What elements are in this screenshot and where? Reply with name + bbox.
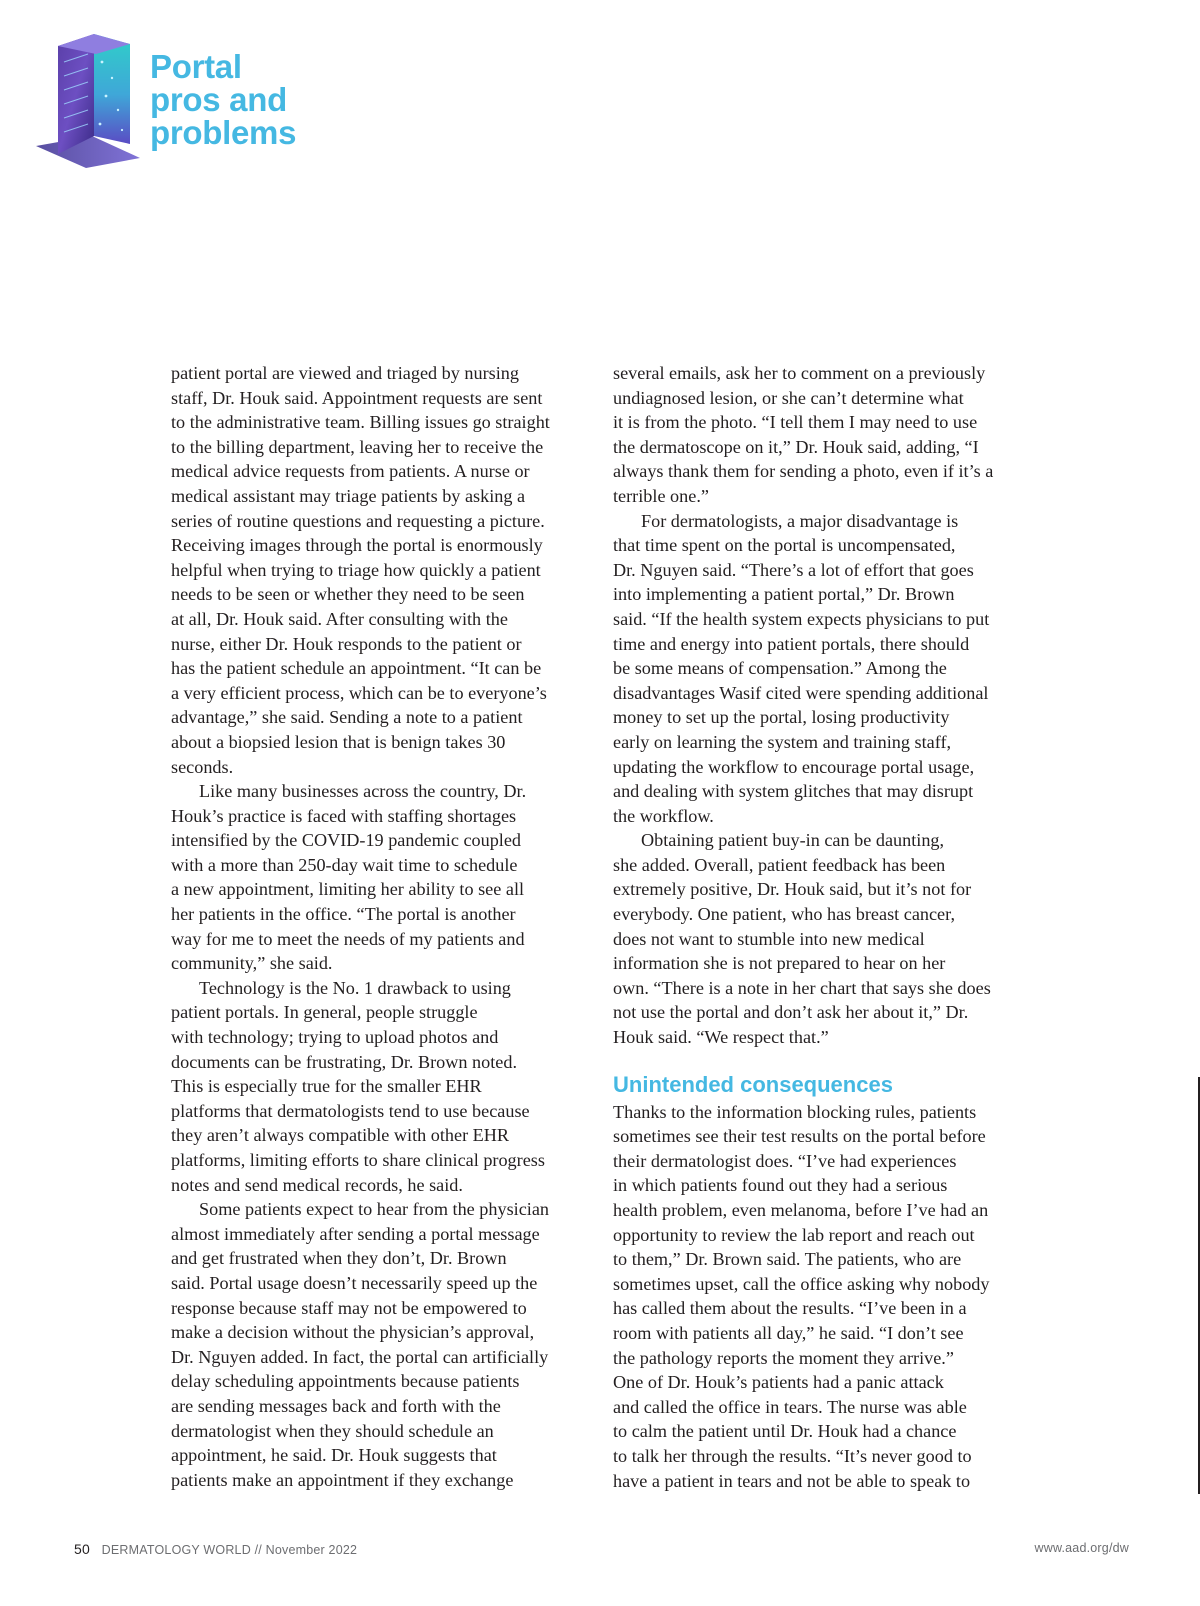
server-rack-icon [32, 32, 144, 168]
left-column [171, 361, 591, 1492]
right-column [613, 361, 1033, 1493]
section-title-line: pros and [150, 81, 287, 118]
publication-line: DERMATOLOGY WORLD // November 2022 [101, 1543, 358, 1557]
body-paragraph: patient portal are viewed and triaged by nursing staff, Dr. Houk said. Appointment requests are sent to the administrative team. Billing issues go straight to the billing department, leaving her to receive the medical advice requests from patients. A nurse or medical assistant may triage patients by asking a series of routine questions and requesting a picture. Receiving images through the portal is enormously helpful when trying to triage how quickly a patient needs to be seen or whether they need to be seen at all, Dr. Houk said. After consulting with the nurse, either Dr. Houk responds to the patient or has the patient schedule an appointment. “It can be a very efficient process, which can be to everyone’s advantage,” she said. Sending a note to a patient about a biopsied lesion that is benign takes 30 seconds. [171, 363, 550, 777]
section-title-line: Portal [150, 48, 242, 85]
footer-url: www.aad.org/dw [1034, 1541, 1129, 1555]
body-paragraph: For dermatologists, a major disadvantage is that time spent on the portal is uncompensated, Dr. Nguyen said. “There’s a lot of effort that goes into implementing a patient portal,” Dr. Brown said. “If the health system expects physicians to put time and energy into patient portals, there should be some means of compensation.” Among the disadvantages Wasif cited were spending additional money to set up the portal, losing productivity early on learning the system and training staff, updating the workflow to encourage portal usage, and dealing with system glitches that may disrupt the workflow. [613, 510, 990, 826]
body-paragraph: Some patients expect to hear from the physician almost immediately after sending a portal message and get frustrated when they don’t, Dr. Brown said. Portal usage doesn’t necessarily speed up the response because staff may not be empowered to make a decision without the physician’s approval, Dr. Nguyen added. In fact, the portal can artificially delay scheduling appointments because patients are sending messages back and forth with the dermatologist when they should schedule an appointment, he said. Dr. Houk suggests that patients make an appointment if they exchange [171, 1199, 550, 1490]
section-title [150, 50, 296, 149]
section-title-line: problems [150, 114, 297, 151]
server-rack-icon-graphic [32, 32, 144, 168]
page-number: 50 [74, 1541, 90, 1557]
body-paragraph: several emails, ask her to comment on a previously undiagnosed lesion, or she can’t determine what it is from the photo. “I tell them I may need to use the dermatoscope on it,” Dr. Houk said, adding, “I always thank them for sending a photo, even if it’s a terrible one.” [613, 363, 994, 506]
subheading: Unintended consequences [613, 1071, 893, 1097]
body-paragraph: Thanks to the information blocking rules, patients sometimes see their test results on the portal before their dermatologist does. “I’ve had experiences in which patients found out they had a serious health problem, even melanoma, before I’ve had an opportunity to review the lab report and reach out to them,” Dr. Brown said. The patients, who are sometimes upset, call the office asking why nobody has called them about the results. “I’ve been in a room with patients all day,” he said. “I don’t see the pathology reports the moment they arrive.” One of Dr. Houk’s patients had a panic attack and called the office in tears. The nurse was able to calm the patient until Dr. Houk had a chance to talk her through the results. “It’s never good to have a patient in tears and not be able to speak to [613, 1101, 990, 1491]
footer-left [74, 1541, 357, 1557]
body-paragraph: Obtaining patient buy-in can be daunting, she added. Overall, patient feedback has been extremely positive, Dr. Houk said, but it’s not for everybody. One patient, who has breast cancer, does not want to stumble into new medical information she is not prepared to hear on her own. “There is a note in her chart that says she does not use the portal and don’t ask her about it,” Dr. Houk said. “We respect that.” [613, 830, 991, 1048]
body-paragraph: Technology is the No. 1 drawback to using patient portals. In general, people struggle with technology; trying to upload photos and documents can be frustrating, Dr. Brown noted. This is especially true for the smaller EHR platforms that dermatologists tend to use because they aren’t always compatible with other EHR platforms, limiting efforts to share clinical progress notes and send medical records, he said. [171, 977, 545, 1195]
body-paragraph: Like many businesses across the country, Dr. Houk’s practice is faced with staffing shortages intensified by the COVID-19 pandemic coupled with a more than 250-day wait time to schedule a new appointment, limiting her ability to see all her patients in the office. “The portal is another way for me to meet the needs of my patients and community,” she said. [171, 781, 527, 974]
